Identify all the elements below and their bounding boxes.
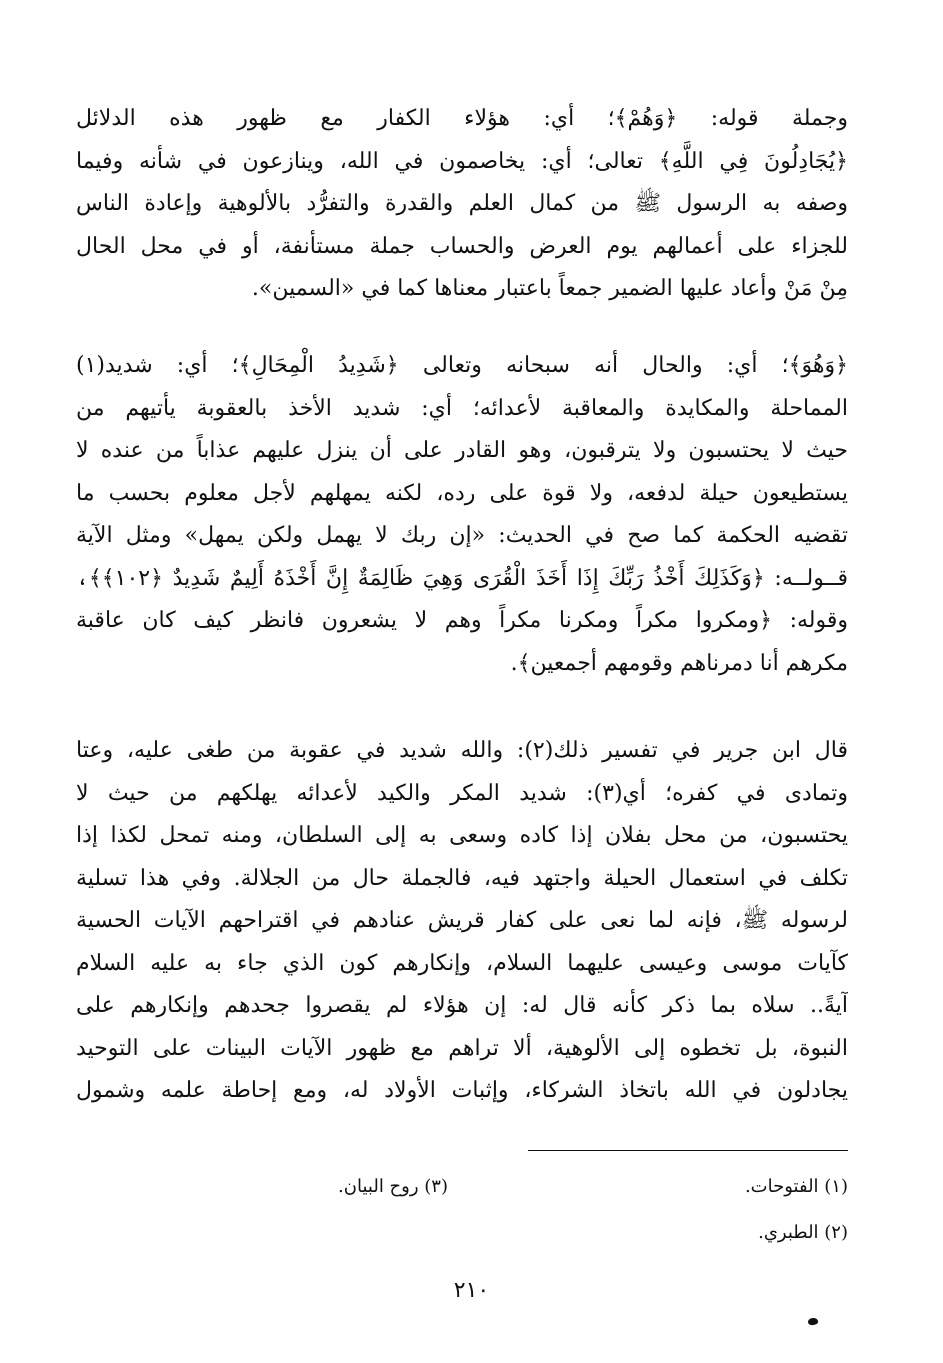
paragraph-3 — [76, 730, 848, 1113]
text-line: يجادلون في الله باتخاذ الشركاء، وإثبات الأولاد له، ومع إحاطة علمه وشمول — [76, 1078, 848, 1103]
text-line: يستطيعون حيلة لدفعه، ولا قوة على رده، لكنه يمهلهم لأجل معلوم بحسب ما — [76, 480, 848, 506]
page-number: ٢١٠ — [453, 1278, 490, 1303]
text-line: ﴿يُجَادِلُونَ فِي اللَّهِ﴾ تعالى؛ أي: يخاصمون في الله، وينازعون في شأنه وفيما — [76, 148, 848, 174]
text-line: وقوله: ﴿ومكروا مكراً ومكرنا مكراً وهم لا يشعرون فانظر كيف كان عاقبة — [76, 608, 848, 633]
text-line: المماحلة والمكايدة والمعاقبة لأعدائه؛ أي: شديد الأخذ بالعقوبة يأتيهم من — [76, 395, 848, 421]
text-line: لرسوله ﷺ، فإنه لما نعى على كفار قريش عنادهم في اقتراحهم الآيات الحسية — [76, 908, 848, 933]
text-line: للجزاء على أعمالهم يوم العرض والحساب جملة مستأنفة، أو في محل الحال — [76, 233, 848, 259]
ink-speck — [807, 1317, 818, 1326]
footnote-row — [76, 1210, 848, 1256]
footnote-row — [76, 1164, 848, 1210]
footnote-separator — [528, 1150, 848, 1151]
paragraph-1 — [76, 98, 848, 311]
text-line: وجملة قوله: ﴿وَهُمْ﴾؛ أي: هؤلاء الكفار مع ظهور هذه الدلائل — [76, 106, 848, 131]
footnotes — [76, 1164, 848, 1256]
text-line: وصفه به الرسول ﷺ من كمال العلم والقدرة والتفرُّد بالألوهية وإعادة الناس — [76, 191, 848, 216]
text-line: وتمادى في كفره؛ أي(٣): شديد المكر والكيد لأعدائه يهلكهم من حيث لا — [76, 780, 848, 806]
text-line: النبوة، بل تخطوه إلى الألوهية، ألا تراهم مع ظهور الآيات البينات على التوحيد — [76, 1035, 848, 1061]
footnote-3: (٣) روح البيان. — [338, 1176, 448, 1197]
text-line: قال ابن جرير في تفسير ذلك(٢): والله شديد في عقوبة من طغى عليه، وعتا — [76, 738, 848, 763]
text-line: يحتسبون، من محل بفلان إذا كاده وسعى به إلى السلطان، ومنه تمحل لكذا إذا — [76, 823, 848, 848]
text-line: مكرهم أنا دمرناهم وقومهم أجمعين﴾. — [510, 650, 848, 676]
text-line: ﴿وَهُوَ﴾؛ أي: والحال أنه سبحانه وتعالى ﴿شَدِيدُ الْمِحَالِ﴾؛ أي: شديد(١) — [76, 353, 848, 378]
text-line: كآيات موسى وعيسى عليهما السلام، وإنكارهم كون الذي جاء به عليه السلام — [76, 950, 848, 976]
text-line: قــولــه: ﴿وَكَذَلِكَ أَخْذُ رَبِّكَ إِذَا أَخَذَ الْقُرَى وَهِيَ ظَالِمَةٌ إِنَّ أَخْذَهُ أَلِيمٌ شَدِيدٌ ﴿١٠٢﴾﴾، — [76, 565, 848, 591]
text-line: حيث لا يحتسبون ولا يترقبون، وهو القادر على أن ينزل عليهم عذاباً من عنده لا — [76, 438, 848, 463]
text-line: تكلف في استعمال الحيلة واجتهد فيه، فالجملة حال من الجلالة. وفي هذا تسلية — [76, 865, 848, 891]
footnote-2: (٢) الطبري. — [758, 1222, 848, 1243]
text-line: مِنْ مَنْ وأعاد عليها الضمير جمعاً باعتبار معناها كما في «السمين». — [251, 276, 848, 301]
paragraph-2 — [76, 345, 848, 685]
text-line: آيةً.. سلاه بما ذكر كأنه قال له: إن هؤلاء لم يقصروا جحدهم وإنكارهم على — [76, 993, 848, 1018]
text-line: تقضيه الحكمة كما صح في الحديث: «إن ربك لا يهمل ولكن يمهل» ومثل الآية — [76, 523, 848, 548]
footnote-1: (١) الفتوحات. — [744, 1176, 848, 1197]
